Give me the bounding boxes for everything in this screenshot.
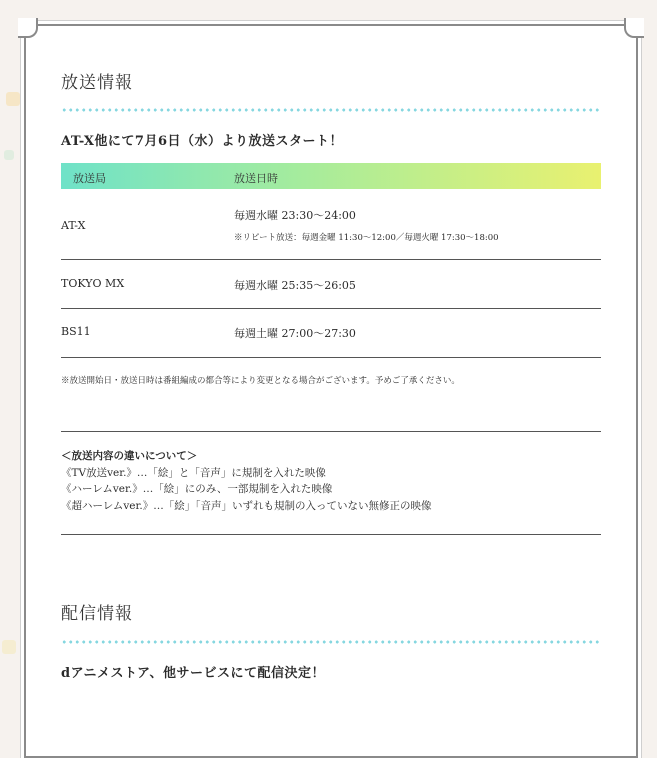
station-name: AT-X bbox=[61, 219, 86, 232]
frame-corner-ornament bbox=[624, 18, 644, 38]
background-decoration bbox=[2, 640, 16, 654]
broadcast-lead: AT-X他にて7月6日（水）より放送スタート！ bbox=[61, 134, 344, 149]
header-datetime: 放送日時 bbox=[234, 172, 278, 185]
table-row bbox=[61, 260, 601, 309]
streaming-section-title: 配信情報 bbox=[61, 604, 133, 624]
difference-item: 《TV放送ver.》…「絵」と「音声」に規制を入れた映像 bbox=[61, 466, 326, 479]
broadcast-time: 毎週水曜 25:35～26:05 bbox=[234, 279, 356, 292]
schedule-change-note: ※放送開始日・放送日時は番組編成の都合等により変更となる場合がございます。予めご了承ください。 bbox=[61, 376, 460, 386]
broadcast-section-title: 放送情報 bbox=[61, 73, 133, 93]
background-decoration bbox=[4, 150, 14, 160]
header-station: 放送局 bbox=[73, 172, 106, 185]
repeat-broadcast-note: ※リピート放送：毎週金曜 11:30～12:00／毎週火曜 17:30～18:00 bbox=[234, 233, 499, 243]
difference-item: 《超ハーレムver.》…「絵」「音声」いずれも規制の入っていない無修正の映像 bbox=[61, 499, 432, 512]
difference-item: 《ハーレムver.》…「絵」にのみ、一部規制を入れた映像 bbox=[61, 483, 333, 495]
schedule-table-header bbox=[61, 163, 601, 189]
station-name: TOKYO MX bbox=[61, 277, 125, 290]
content-frame bbox=[24, 24, 638, 758]
dotted-divider bbox=[61, 640, 601, 644]
differences-heading: ＜放送内容の違いについて＞ bbox=[61, 450, 198, 462]
background-decoration bbox=[6, 92, 20, 106]
divider bbox=[61, 431, 601, 432]
divider bbox=[61, 534, 601, 535]
frame-corner-ornament bbox=[18, 18, 38, 38]
version-differences bbox=[61, 448, 431, 514]
broadcast-time: 毎週水曜 23:30～24:00 bbox=[234, 209, 356, 222]
station-name: BS11 bbox=[61, 325, 91, 338]
dotted-divider bbox=[61, 108, 601, 112]
streaming-lead: dアニメストア、他サービスにて配信決定！ bbox=[61, 666, 326, 681]
table-row bbox=[61, 309, 601, 358]
broadcast-time: 毎週土曜 27:00～27:30 bbox=[234, 327, 356, 340]
table-row bbox=[61, 189, 601, 260]
